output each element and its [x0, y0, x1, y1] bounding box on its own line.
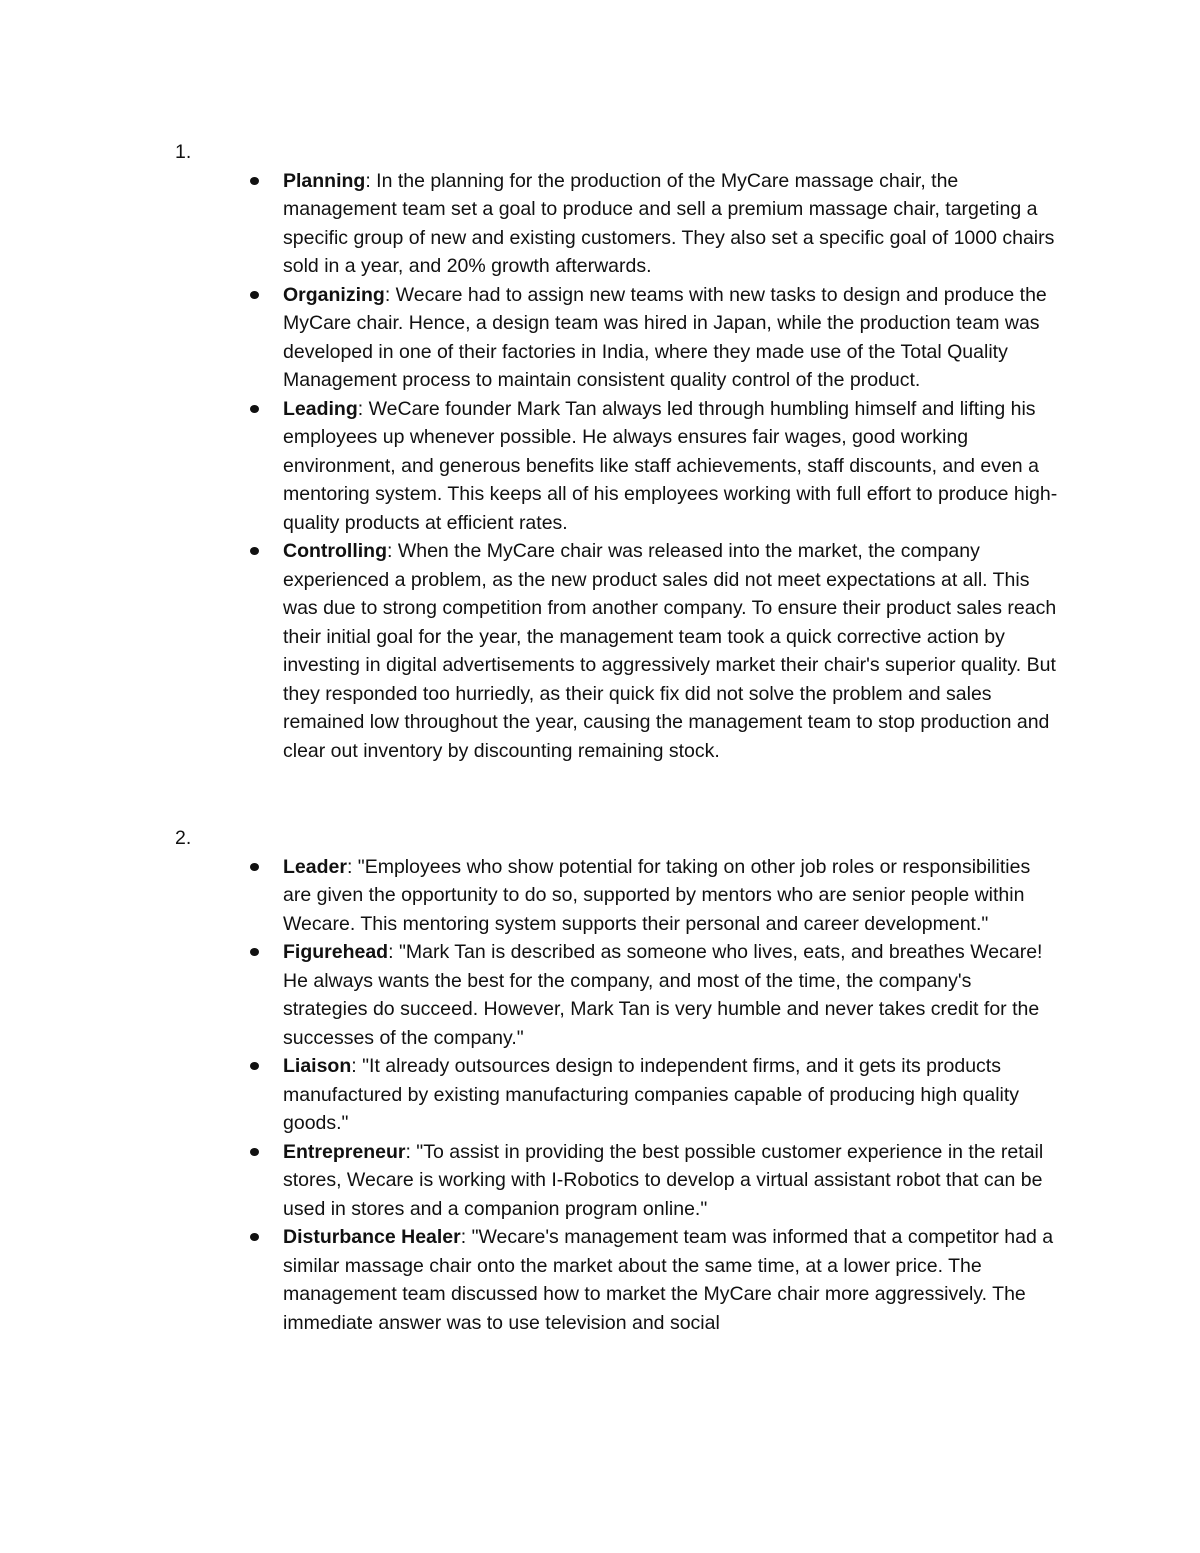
bullet-icon: [250, 177, 259, 185]
item-term: Disturbance Healer: [283, 1226, 461, 1248]
list-item-leading: [0, 395, 1058, 538]
item-term: Entrepreneur: [283, 1140, 406, 1163]
item-text: : WeCare founder Mark Tan always led through humbling himself and lifting his employees up whenever possible. He always ensures fair wages, good working environment, and generous benefits like staff achievements, staff discounts, and even a mentoring system. This keeps all of his employees working with full effort to produce high-quality products at efficient rates.: [283, 397, 1058, 534]
item-term: Leading: [283, 397, 358, 420]
bullet-icon: [250, 405, 259, 413]
item-term: Figurehead: [283, 941, 389, 963]
bullet-icon: [250, 1062, 259, 1070]
list-item-planning: [0, 167, 1058, 281]
bullet-list: [0, 853, 1200, 1338]
section-number: 1.: [175, 141, 192, 163]
bullet-icon: [250, 1148, 259, 1156]
list-item-liaison: [0, 1052, 1058, 1138]
item-term: Planning: [283, 169, 366, 192]
item-text: : In the planning for the production of the MyCare massage chair, the management team set a goal to produce and sell a premium massage chair, targeting a specific group of new and existing customers. They also set a specific goal of 1000 chairs sold in a year, and 20% growth afterwards.: [283, 169, 1055, 277]
item-term: Organizing: [283, 283, 385, 306]
bullet-icon: [250, 291, 259, 299]
item-text: : "To assist in providing the best possible customer experience in the retail stores, Wecare is working with I-Robotics to develop a virtual assistant robot that can be used in stores and a companion program online.": [283, 1140, 1044, 1220]
item-term: Controlling: [283, 540, 387, 562]
item-text: : "Wecare's management team was informed that a competitor had a similar massage chair onto the market about the same time, at a lower price. The management team discussed how to market the MyCare chair more aggressively. The immediate answer was to use television and social: [283, 1226, 1054, 1334]
item-text: : "It already outsources design to independent firms, and it gets its products manufactured by existing manufacturing companies capable of producing high quality goods.": [283, 1055, 1020, 1134]
list-item-controlling: [0, 537, 1058, 765]
bullet-icon: [250, 547, 259, 555]
list-item-entrepreneur: [0, 1138, 1058, 1224]
list-item-figurehead: [0, 938, 1058, 1052]
list-item-organizing: [0, 281, 1058, 395]
bullet-icon: [250, 863, 259, 871]
list-item-leader: [0, 853, 1058, 939]
item-text: : When the MyCare chair was released into the market, the company experienced a problem, as the new product sales did not meet expectations at all. This was due to strong competition from another company. To ensure their product sales reach their initial goal for the year, the management team took a quick corrective action by investing in digital advertisements to aggressively market their chair's superior quality. But they responded too hurriedly, as their quick fix did not solve the problem and sales remained low throughout the year, causing the management team to stop production and clear out inventory by discounting remaining stock.: [283, 540, 1057, 762]
item-term: Leader: [283, 855, 347, 878]
section-number: 2.: [175, 827, 192, 849]
bullet-list: [0, 167, 1200, 766]
item-text: : "Employees who show potential for taking on other job roles or responsibilities are given the opportunity to do so, supported by mentors who are senior people within Wecare. This mentoring system supports their personal and career development.": [283, 855, 1031, 935]
bullet-icon: [250, 1233, 259, 1241]
item-text: : "Mark Tan is described as someone who lives, eats, and breathes Wecare! He always wants the best for the company, and most of the time, the company's strategies do succeed. However, Mark Tan is very humble and never takes credit for the successes of the company.": [283, 941, 1043, 1049]
list-item-disturbance-healer: [0, 1223, 1058, 1337]
item-term: Liaison: [283, 1055, 352, 1077]
item-text: : Wecare had to assign new teams with new tasks to design and produce the MyCare chair. Hence, a design team was hired in Japan, while the production team was developed in one of their factories in India, where they made use of the Total Quality Management process to maintain consistent quality control of the product.: [283, 283, 1047, 391]
bullet-icon: [250, 948, 259, 956]
